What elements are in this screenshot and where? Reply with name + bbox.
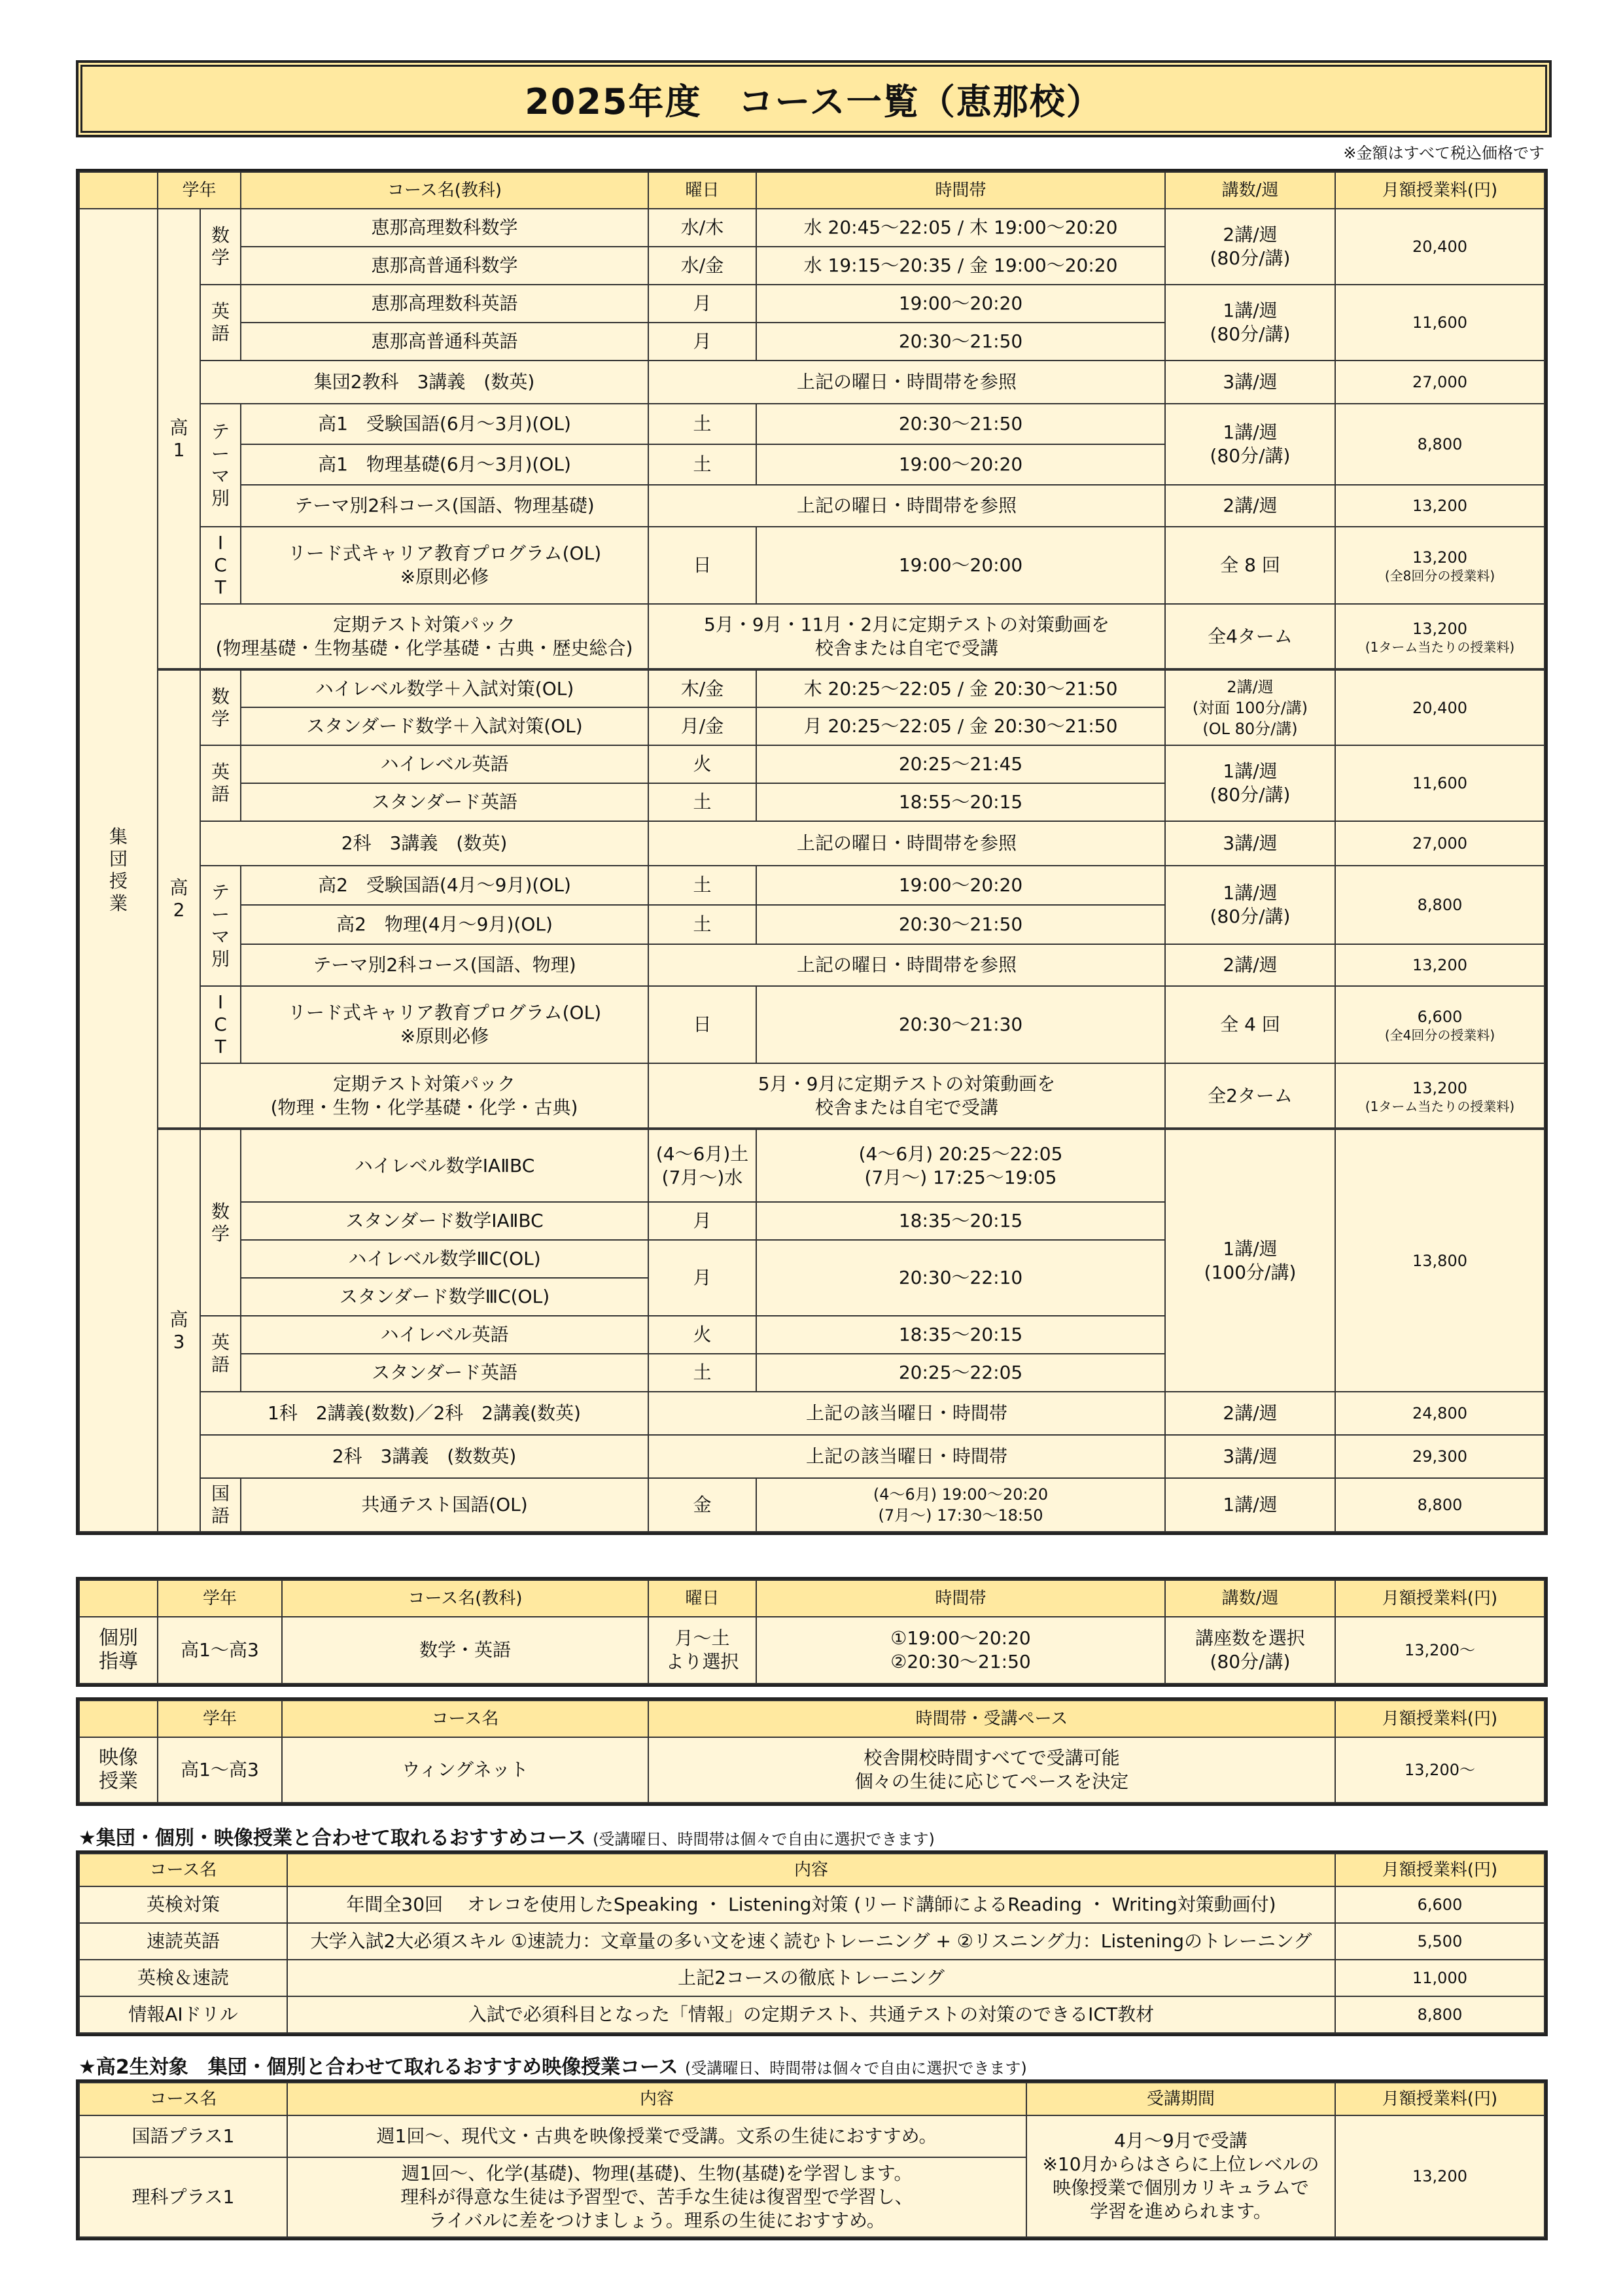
course-day: (4～6月)土 (7月～)水: [648, 1129, 756, 1202]
g2-english-label: 英 語: [200, 745, 241, 821]
g2-english-count: 1講/週 (80分/講): [1165, 745, 1335, 821]
recommend-course-name: 英検＆速読: [79, 1960, 287, 1996]
g2-ict-fee-cell: [1335, 986, 1544, 1063]
g2-math-fee: 20,400: [1335, 669, 1544, 745]
recommend-course-content: 上記2コースの徹底トレーニング: [287, 1960, 1335, 1996]
header-count: 講数/週: [1165, 1580, 1335, 1617]
g3-combo1-count: 2講/週: [1165, 1392, 1335, 1435]
g3-combo1-time: 上記の該当曜日・時間帯: [648, 1392, 1165, 1435]
g1-english-label: 英 語: [200, 285, 241, 361]
g1-theme-fee: 8,800: [1335, 404, 1544, 485]
individual-time: ①19:00～20:20 ②20:30～21:50: [756, 1617, 1165, 1684]
g3-combo2-time: 上記の該当曜日・時間帯: [648, 1435, 1165, 1478]
g1-test-count: 全4ターム: [1165, 604, 1335, 669]
header-grade: 学年: [158, 1701, 282, 1737]
course-day: 月: [648, 323, 756, 361]
recommend-course-name: 英検対策: [79, 1886, 287, 1923]
g2-math-label: 数 学: [200, 669, 241, 745]
course-day: 土: [648, 1354, 756, 1392]
g1-theme-combo-name: テーマ別2科コース(国語、物理基礎): [241, 485, 648, 527]
g2-theme-combo-name: テーマ別2科コース(国語、物理): [241, 944, 648, 986]
g2-test-time: 5月・9月に定期テストの対策動画を 校舎または自宅で受講: [648, 1063, 1165, 1129]
course-name: スタンダード英語: [241, 1354, 648, 1392]
course-name: ハイレベル数学ⅢC(OL): [241, 1240, 648, 1278]
g2-theme-combo-count: 2講/週: [1165, 944, 1335, 986]
header-blank: [79, 172, 158, 209]
g3-japanese-time: (4～6月) 19:00～20:20 (7月～) 17:30～18:50: [756, 1478, 1165, 1532]
g1-english-fee: 11,600: [1335, 285, 1544, 361]
g2-theme-combo-time: 上記の曜日・時間帯を参照: [648, 944, 1165, 986]
header-count: 講数/週: [1165, 172, 1335, 209]
course-name: 恵那高普通科数学: [241, 247, 648, 285]
video-fee: 13,200～: [1335, 1737, 1544, 1803]
course-name: 恵那高普通科英語: [241, 323, 648, 361]
g2-ict-count: 全 4 回: [1165, 986, 1335, 1063]
video2-course-name: 国語プラス1: [79, 2115, 287, 2157]
course-time: 18:35～20:15: [756, 1316, 1165, 1354]
individual-category-label: 個別 指導: [79, 1617, 158, 1684]
course-name: 高1 物理基礎(6月～3月)(OL): [241, 444, 648, 485]
g1-ict-fee: 13,200: [1412, 548, 1467, 567]
group-lessons-table: [79, 171, 1545, 1532]
course-name: ハイレベル数学ⅠAⅡBC: [241, 1129, 648, 1202]
video2-section-title: [79, 2051, 1027, 2079]
header-course: コース名(教科): [241, 172, 648, 209]
header-blank: [79, 1701, 158, 1737]
header-day: 曜日: [648, 1580, 756, 1617]
individual-day: 月～土 より選択: [648, 1617, 756, 1684]
header-content: 内容: [287, 1854, 1335, 1886]
g2-ict-fee-note: (全4回分の授業料): [1384, 1027, 1495, 1043]
video-category-label: 映像 授業: [79, 1737, 158, 1803]
header-period: 受講期間: [1026, 2083, 1335, 2115]
course-time: 18:35～20:15: [756, 1202, 1165, 1240]
g2-ict-label: I C T: [200, 986, 241, 1063]
g2-english-fee: 11,600: [1335, 745, 1544, 821]
g2-theme-combo-fee: 13,200: [1335, 944, 1544, 986]
course-day: 月: [648, 1240, 756, 1316]
course-name: ハイレベル英語: [241, 745, 648, 783]
course-day: 土: [648, 444, 756, 485]
individual-course-name: 数学・英語: [282, 1617, 648, 1684]
g1-ict-name: リード式キャリア教育プログラム(OL) ※原則必修: [241, 527, 648, 604]
g3-combo2-fee: 29,300: [1335, 1435, 1544, 1478]
header-time: 時間帯・受講ペース: [648, 1701, 1335, 1737]
recommend-table: [79, 1853, 1545, 2034]
video2-course-content: 週1回～、化学(基礎)、物理(基礎)、生物(基礎)を学習します。 理科が得意な生徒は予習型で、苦手な生徒は復習型で学習し、 ライバルに差をつけましょう。理系の生徒におすすめ。: [287, 2157, 1026, 2237]
g1-combo-fee: 27,000: [1335, 361, 1544, 404]
course-day: 土: [648, 866, 756, 905]
header-content: 内容: [287, 2083, 1026, 2115]
course-time: 20:30～21:50: [756, 404, 1165, 444]
header-fee: 月額授業料(円): [1335, 2083, 1544, 2115]
individual-lessons-table: [79, 1580, 1545, 1684]
recommend-subtitle: (受講曜日、時間帯は個々で自由に選択できます): [593, 1830, 935, 1848]
g2-theme-count: 1講/週 (80分/講): [1165, 866, 1335, 944]
g1-ict-time: 19:00～20:00: [756, 527, 1165, 604]
course-time: 20:30～22:10: [756, 1240, 1165, 1316]
video2-period: 4月～9月で受講 ※10月からはさらに上位レベルの 映像授業で個別カリキュラムで 学習を進められます。: [1026, 2115, 1335, 2237]
g2-combo-time: 上記の曜日・時間帯を参照: [648, 821, 1165, 866]
g3-english-label: 英 語: [200, 1316, 241, 1392]
g1-theme-combo-time: 上記の曜日・時間帯を参照: [648, 485, 1165, 527]
g2-theme-fee: 8,800: [1335, 866, 1544, 944]
individual-fee: 13,200～: [1335, 1617, 1544, 1684]
course-time: 月 20:25～22:05 / 金 20:30～21:50: [756, 707, 1165, 745]
course-time: 水 19:15～20:35 / 金 19:00～20:20: [756, 247, 1165, 285]
course-name: 恵那高理数科英語: [241, 285, 648, 323]
g3-fee: 13,800: [1335, 1129, 1544, 1392]
course-time: 19:00～20:20: [756, 866, 1165, 905]
g3-count: 1講/週 (100分/講): [1165, 1129, 1335, 1392]
g1-theme-combo-fee: 13,200: [1335, 485, 1544, 527]
header-day: 曜日: [648, 172, 756, 209]
recommend-course-content: 年間全30回 オレコを使用したSpeaking ・ Listening対策 (リード講師によるReading ・ Writing対策動画付): [287, 1886, 1335, 1923]
recommend-course-content: 入試で必須科目となった「情報」の定期テスト、共通テストの対策のできるICT教材: [287, 1996, 1335, 2033]
grade-label-g1: 高 1: [158, 209, 200, 669]
g1-ict-day: 日: [648, 527, 756, 604]
g1-test-time: 5月・9月・11月・2月に定期テストの対策動画を 校舎または自宅で受講: [648, 604, 1165, 669]
tax-note: ※金額はすべて税込価格です: [1343, 144, 1544, 162]
page-title: 2025年度 コース一覧（恵那校）: [76, 60, 1552, 137]
recommend-course-fee: 11,000: [1335, 1960, 1544, 1996]
group-category-label: 集 団 授 業: [79, 209, 158, 1532]
header-course: コース名(教科): [282, 1580, 648, 1617]
video-course-name: ウィングネット: [282, 1737, 648, 1803]
g2-test-name: 定期テスト対策パック (物理・生物・化学基礎・化学・古典): [200, 1063, 648, 1129]
g3-math-label: 数 学: [200, 1129, 241, 1316]
header-course: コース名: [79, 1854, 287, 1886]
g1-english-count: 1講/週 (80分/講): [1165, 285, 1335, 361]
course-day: 水/木: [648, 209, 756, 247]
header-course: コース名: [79, 2083, 287, 2115]
g1-theme-label: テ ー マ 別: [200, 404, 241, 527]
course-name: スタンダード数学ⅠAⅡBC: [241, 1202, 648, 1240]
course-time: 19:00～20:20: [756, 285, 1165, 323]
g2-theme-label: テ ー マ 別: [200, 866, 241, 986]
course-name: 高1 受験国語(6月～3月)(OL): [241, 404, 648, 444]
header-blank: [79, 1580, 158, 1617]
course-name: 高2 物理(4月～9月)(OL): [241, 905, 648, 944]
course-name: 高2 受験国語(4月～9月)(OL): [241, 866, 648, 905]
course-time: 20:25～22:05: [756, 1354, 1165, 1392]
header-fee: 月額授業料(円): [1335, 1854, 1544, 1886]
g2-test-count: 全2ターム: [1165, 1063, 1335, 1129]
g2-ict-fee: 6,600: [1417, 1008, 1463, 1026]
recommend-course-name: 速読英語: [79, 1923, 287, 1960]
g1-test-fee-cell: [1335, 604, 1544, 669]
g1-theme-combo-count: 2講/週: [1165, 485, 1335, 527]
course-name: スタンダード英語: [241, 783, 648, 821]
course-day: 月: [648, 285, 756, 323]
g1-combo-time: 上記の曜日・時間帯を参照: [648, 361, 1165, 404]
g2-test-fee-note: (1ターム当たりの授業料): [1365, 1098, 1515, 1114]
g2-test-fee-cell: [1335, 1063, 1544, 1129]
recommend-course-content: 大学入試2大必須スキル ①速読力：文章量の多い文を速く読むトレーニング + ②リスニング力：Listeningのトレーニング: [287, 1923, 1335, 1960]
recommend-course-fee: 6,600: [1335, 1886, 1544, 1923]
course-day: 水/金: [648, 247, 756, 285]
header-fee: 月額授業料(円): [1335, 1580, 1544, 1617]
course-day: 木/金: [648, 669, 756, 707]
header-fee: 月額授業料(円): [1335, 172, 1544, 209]
recommend-course-fee: 8,800: [1335, 1996, 1544, 2033]
video2-title: ★高2生対象 集団・個別と合わせて取れるおすすめ映像授業コース: [79, 2056, 678, 2079]
g2-ict-name: リード式キャリア教育プログラム(OL) ※原則必修: [241, 986, 648, 1063]
recommend-course-name: 情報AIドリル: [79, 1996, 287, 2033]
g1-ict-label: I C T: [200, 527, 241, 604]
header-grade: 学年: [158, 1580, 282, 1617]
video2-subtitle: (受講曜日、時間帯は個々で自由に選択できます): [685, 2059, 1027, 2077]
video2-course-content: 週1回～、現代文・古典を映像授業で受講。文系の生徒におすすめ。: [287, 2115, 1026, 2157]
g3-japanese-name: 共通テスト国語(OL): [241, 1478, 648, 1532]
header-time: 時間帯: [756, 1580, 1165, 1617]
course-name: 恵那高理数科数学: [241, 209, 648, 247]
g1-combo-name: 集団2教科 3講義 (数英): [200, 361, 648, 404]
course-day: 土: [648, 783, 756, 821]
g3-combo2-name: 2科 3講義 (数数英): [200, 1435, 648, 1478]
g1-math-count: 2講/週 (80分/講): [1165, 209, 1335, 285]
course-time: 水 20:45～22:05 / 木 19:00～20:20: [756, 209, 1165, 247]
course-day: 火: [648, 745, 756, 783]
recommend-section-title: [79, 1822, 935, 1850]
grade-label-g3: 高 3: [158, 1129, 200, 1532]
header-fee: 月額授業料(円): [1335, 1701, 1544, 1737]
video-grade: 高1～高3: [158, 1737, 282, 1803]
g2-ict-day: 日: [648, 986, 756, 1063]
g1-ict-fee-note: (全8回分の授業料): [1384, 568, 1495, 584]
g3-japanese-label: 国 語: [200, 1478, 241, 1532]
g3-combo1-name: 1科 2講義(数数)／2科 2講義(数英): [200, 1392, 648, 1435]
course-name: スタンダード数学ⅢC(OL): [241, 1278, 648, 1316]
course-day: 土: [648, 905, 756, 944]
individual-grade: 高1～高3: [158, 1617, 282, 1684]
g2-combo-name: 2科 3講義 (数英): [200, 821, 648, 866]
course-time: (4～6月) 20:25～22:05 (7月～) 17:25～19:05: [756, 1129, 1165, 1202]
course-name: ハイレベル数学＋入試対策(OL): [241, 669, 648, 707]
course-day: 月/金: [648, 707, 756, 745]
video2-course-name: 理科プラス1: [79, 2157, 287, 2237]
g3-japanese-count: 1講/週: [1165, 1478, 1335, 1532]
course-time: 20:25～21:45: [756, 745, 1165, 783]
g1-test-fee-note: (1ターム当たりの授業料): [1365, 639, 1515, 655]
header-grade: 学年: [158, 172, 241, 209]
course-day: 土: [648, 404, 756, 444]
g1-test-name: 定期テスト対策パック (物理基礎・生物基礎・化学基礎・古典・歴史総合): [200, 604, 648, 669]
course-day: 月: [648, 1202, 756, 1240]
course-time: 19:00～20:20: [756, 444, 1165, 485]
g2-ict-time: 20:30～21:30: [756, 986, 1165, 1063]
g3-combo2-count: 3講/週: [1165, 1435, 1335, 1478]
g3-combo1-fee: 24,800: [1335, 1392, 1544, 1435]
g1-math-fee: 20,400: [1335, 209, 1544, 285]
g2-combo-count: 3講/週: [1165, 821, 1335, 866]
course-time: 20:30～21:50: [756, 323, 1165, 361]
video2-fee: 13,200: [1335, 2115, 1544, 2237]
g1-math-label: 数 学: [200, 209, 241, 285]
header-course: コース名: [282, 1701, 648, 1737]
g2-combo-fee: 27,000: [1335, 821, 1544, 866]
header-time: 時間帯: [756, 172, 1165, 209]
g1-ict-count: 全 8 回: [1165, 527, 1335, 604]
recommend-course-fee: 5,500: [1335, 1923, 1544, 1960]
individual-count: 講座数を選択 (80分/講): [1165, 1617, 1335, 1684]
g3-japanese-day: 金: [648, 1478, 756, 1532]
g1-theme-count: 1講/週 (80分/講): [1165, 404, 1335, 485]
g1-combo-count: 3講/週: [1165, 361, 1335, 404]
g1-test-fee: 13,200: [1412, 620, 1467, 638]
grade-label-g2: 高 2: [158, 669, 200, 1129]
g2-test-fee: 13,200: [1412, 1078, 1467, 1097]
course-time: 20:30～21:50: [756, 905, 1165, 944]
course-name: スタンダード数学＋入試対策(OL): [241, 707, 648, 745]
g3-japanese-fee: 8,800: [1335, 1478, 1544, 1532]
video-lessons-table: [79, 1700, 1545, 1803]
course-name: ハイレベル英語: [241, 1316, 648, 1354]
video-time: 校舎開校時間すべてで受講可能 個々の生徒に応じてペースを決定: [648, 1737, 1335, 1803]
video2-table: [79, 2082, 1545, 2238]
g1-ict-fee-cell: [1335, 527, 1544, 604]
course-day: 火: [648, 1316, 756, 1354]
g2-math-count: 2講/週 (対面 100分/講) (OL 80分/講): [1165, 669, 1335, 745]
recommend-title: ★集団・個別・映像授業と合わせて取れるおすすめコース: [79, 1827, 586, 1850]
course-time: 木 20:25～22:05 / 金 20:30～21:50: [756, 669, 1165, 707]
course-time: 18:55～20:15: [756, 783, 1165, 821]
